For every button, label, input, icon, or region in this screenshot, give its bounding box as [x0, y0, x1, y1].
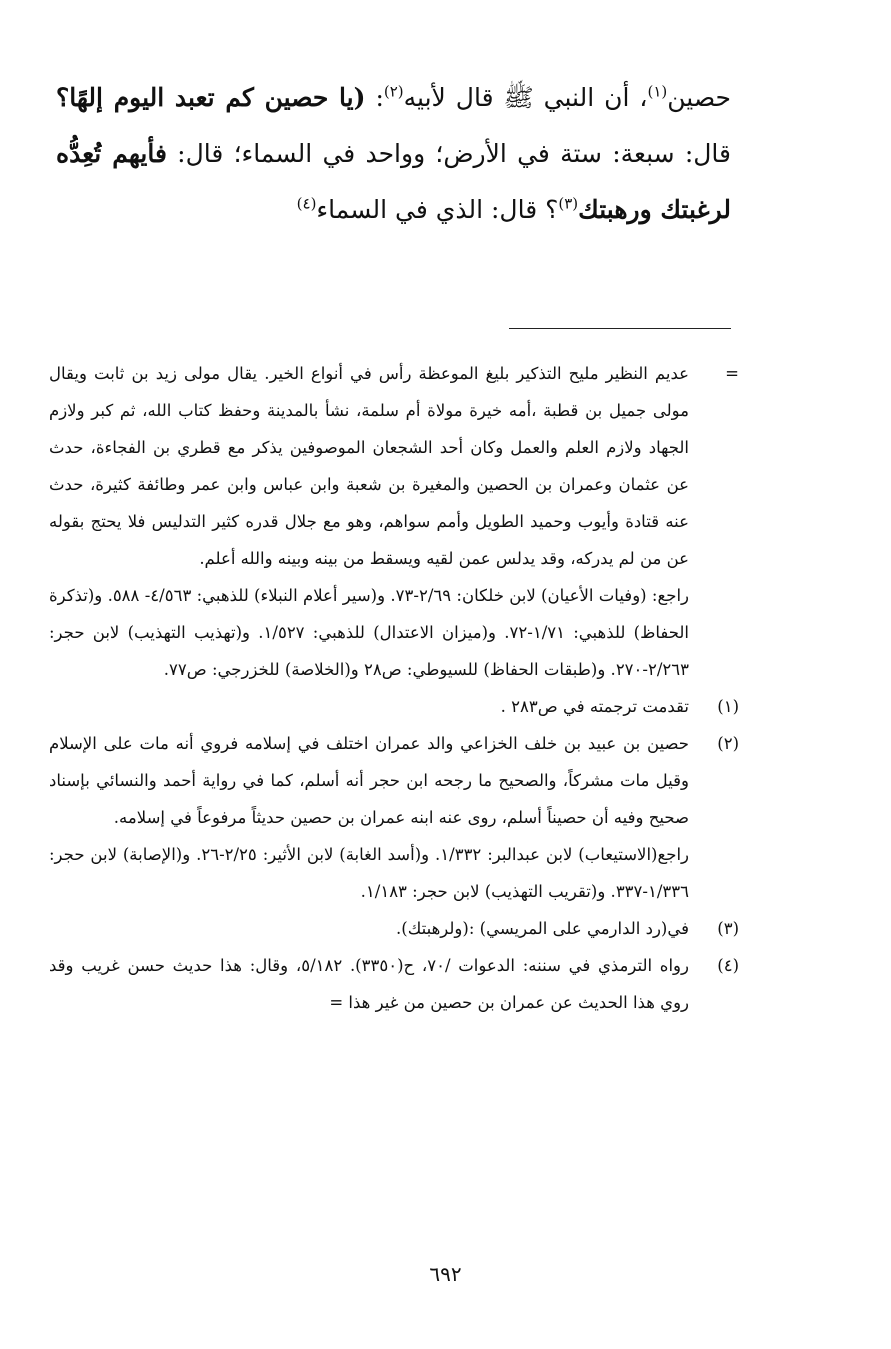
main-text-body: [56, 70, 731, 238]
footnote-paragraph: راجع(الاستيعاب) لابن عبدالبر: ١/٣٣٢. و(أسد الغابة) لابن الأثير: ٢/٢٥-٢٦. و(الإصابة) لابن حجر: ١/٣٣٦-٣٣٧. و(تقريب التهذيب) لابن حجر: ١/١٨٣.: [49, 845, 689, 901]
footnote-paragraph: راجع: (وفيات الأعيان) لابن خلكان: ٢/٦٩-٧٣. و(سير أعلام النبلاء) للذهبي: ٤/٥٦٣- ٥٨٨. و(تذكرة الحفاظ) للذهبي: ١/٧١-٧٢. و(ميزان الاعتدال) للذهبي: ١/٥٢٧. و(تهذيب التهذيب) لابن حجر: ٢/٢٦٣-٢٧٠. و(طبقات الحفاظ) للسيوطي: ص٢٨ و(الخلاصة) للخزرجي: ص٧٧.: [49, 586, 689, 679]
main-segment-bold: (يا حصين كم تعبد اليوم إلهًا؟: [56, 83, 366, 112]
footnote-continuation: [49, 355, 739, 688]
footnotes-section: [49, 355, 739, 1021]
footnote-paragraph: في(رد الدارمي على المريسي) :(ولرهبتك).: [396, 919, 689, 938]
footnote-3: [49, 910, 739, 947]
footnote-reference-2[interactable]: (٢): [383, 82, 404, 101]
footnote-reference-3[interactable]: (٣): [558, 194, 579, 213]
footnote-paragraph: رواه الترمذي في سننه: الدعوات /٧٠، ح(٣٣٥٠). ٥/١٨٢، وقال: هذا حديث حسن غريب وقد روي هذا الحديث عن عمران بن حصين من غير هذا =: [49, 956, 689, 1012]
page-number: ٦٩٢: [429, 1262, 462, 1286]
footnote-1: [49, 688, 739, 725]
footnote-reference-4[interactable]: (٤): [296, 194, 317, 213]
main-segment: :: [365, 83, 384, 112]
footnote-number: (٤): [717, 956, 739, 975]
footnote-2: [49, 725, 739, 910]
main-segment: حصين: [667, 83, 731, 112]
footnote-4: [49, 947, 739, 1021]
footnote-number: (٣): [717, 919, 739, 938]
footnote-paragraph: تقدمت ترجمته في ص٢٨٣ .: [500, 697, 689, 716]
footnote-paragraph: عديم النظير مليح التذكير بليغ الموعظة رأس في أنواع الخير. يقال مولى زيد بن ثابت ويقال مولى جميل بن قطبة ،أمه خيرة مولاة أم سلمة، نشأ بالمدينة وحفظ كتاب الله، ثم كبر ولازم الجهاد ولازم العلم والعمل وكان أحد الشجعان الموصوفين يذكر مع قطري بن الفجاءة، حدث عن عثمان وعمران بن الحصين والمغيرة بن شعبة وابن عباس وابن عمر وطائفة كثيرة، حدث عنه قتادة وأيوب وحميد الطويل وأمم سواهم، وهو مع جلال قدره كثير التدليس فلا يحتج بقوله عن من لم يدركه، وقد يدلس عمن لقيه ويسقط من بينه وبينه والله أعلم.: [49, 364, 689, 568]
main-paragraph: [56, 70, 731, 238]
footnote-reference-1[interactable]: (١): [647, 82, 668, 101]
main-segment: قال: سبعة: ستة في الأرض؛ وواحد في السماء؛ قال:: [166, 139, 731, 168]
main-segment: ، أن النبي ﷺ قال لأبيه: [403, 83, 648, 112]
footnote-paragraph: حصين بن عبيد بن خلف الخزاعي والد عمران اختلف في إسلامه فروي أنه مات على الإسلام وقيل مات مشركاً، والصحيح ما رجحه ابن حجر أنه أسلم، كما في رواية أحمد والنسائي بإسناد صحيح وفيه أن حصيناً أسلم، روى عنه ابنه عمران بن حصين حديثاً مرفوعاً في إسلامه.: [49, 734, 689, 827]
footnote-divider: [509, 328, 731, 329]
main-segment-bold: فأيهم تُعِدُّه لرغبتك ورهبتك: [56, 139, 731, 224]
main-segment: ؟ قال: الذي في السماء: [316, 195, 559, 224]
footnote-number: (١): [717, 697, 739, 716]
footnote-number: (٢): [717, 734, 739, 753]
continuation-mark: =: [725, 364, 739, 383]
